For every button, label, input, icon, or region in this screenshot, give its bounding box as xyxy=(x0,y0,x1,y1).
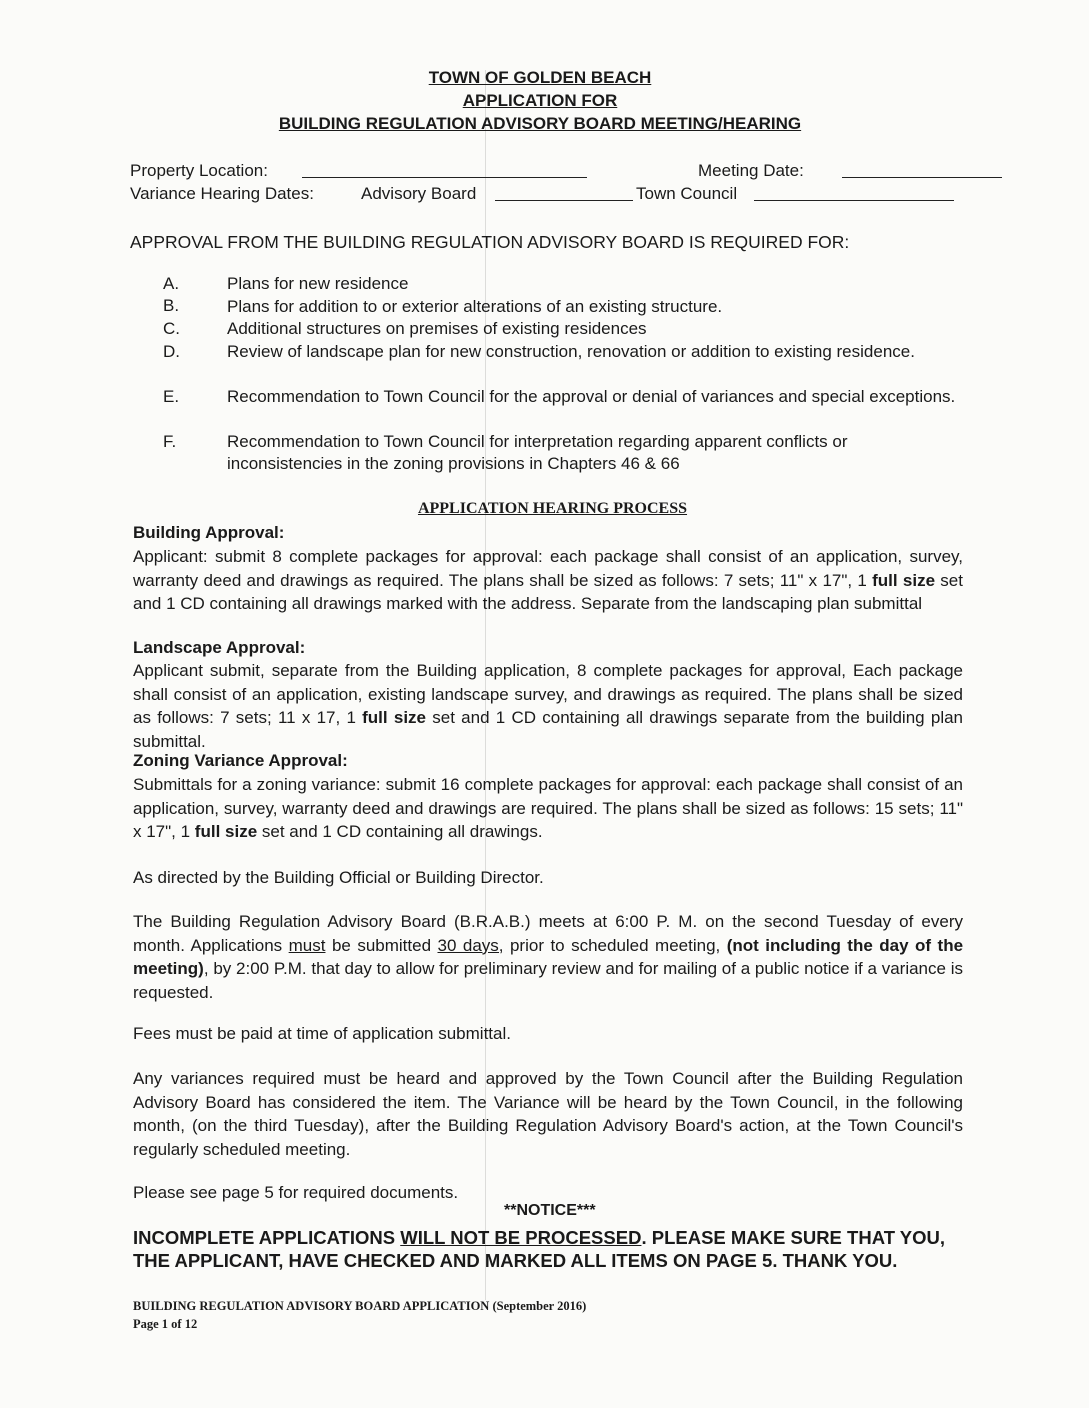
zoning-variance-heading: Zoning Variance Approval: xyxy=(133,751,348,770)
footer-form-title: BUILDING REGULATION ADVISORY BOARD APPLICATION (September 2016) xyxy=(133,1299,587,1313)
header-town: TOWN OF GOLDEN BEACH xyxy=(428,68,652,87)
building-approval-heading: Building Approval: xyxy=(133,523,285,542)
list-item-letter: F. xyxy=(163,432,177,451)
zoning-variance-text: Submittals for a zoning variance: submit 16 complete packages for approval: each package shall consist of an application, survey, warranty deed and drawings are required. The plans shall be sized as follows: 15 sets; 11" x 17", 1 full size set and 1 CD containing all drawings. xyxy=(133,775,963,841)
directed-text: As directed by the Building Official or Building Director. xyxy=(133,868,544,887)
list-item-text: Recommendation to Town Council for interpretation regarding apparent conflicts or inconsistencies in the zoning provisions in Chapters 46 & 66 xyxy=(227,432,848,473)
fees-text: Fees must be paid at time of application submittal. xyxy=(133,1024,511,1043)
property-location-label: Property Location: xyxy=(130,161,268,180)
list-item-letter: C. xyxy=(163,319,180,338)
town-council-date-field[interactable] xyxy=(754,186,954,206)
process-heading: APPLICATION HEARING PROCESS xyxy=(417,500,688,517)
list-item-letter: E. xyxy=(163,387,180,406)
list-item-text: Plans for new residence xyxy=(227,274,409,293)
list-item-text: Additional structures on premises of existing residences xyxy=(227,319,647,338)
list-item-letter: A. xyxy=(163,274,180,293)
footer-page-number: Page 1 of 12 xyxy=(133,1317,198,1331)
notice-text: INCOMPLETE APPLICATIONS WILL NOT BE PROCESSED. PLEASE MAKE SURE THAT YOU, THE APPLICANT, HAVE CHECKED AND MARKED ALL ITEMS ON PAGE 5. THANK YOU. xyxy=(133,1227,946,1271)
property-location-field[interactable] xyxy=(302,163,587,183)
header-title: BUILDING REGULATION ADVISORY BOARD MEETING/HEARING xyxy=(278,114,802,133)
building-approval-text: Applicant: submit 8 complete packages for approval: each package shall consist of an application, survey, warranty deed and drawings as required. The plans shall be sized as follows: 7 sets; 11" x 17", 1 full size set and 1 CD containing all drawings marked with the address. Separate from the landscaping plan submittal xyxy=(133,547,963,613)
notice-label: **NOTICE*** xyxy=(504,1202,596,1219)
header-application-for: APPLICATION FOR xyxy=(462,91,618,110)
landscape-approval-text: Applicant submit, separate from the Building application, 8 complete packages for approval, Each package shall consist of an application, existing landscape survey, and drawings as required. The plans shall be sized as follows: 7 sets; 11 x 17, 1 full size set and 1 CD containing all drawings separate from the building plan submittal. xyxy=(133,661,964,751)
list-item-text: Plans for addition to or exterior alterations of an existing structure. xyxy=(227,297,723,316)
see-page-text: Please see page 5 for required documents. xyxy=(133,1183,459,1202)
town-council-label: Town Council xyxy=(636,184,738,203)
brab-paragraph: The Building Regulation Advisory Board (B.R.A.B.) meets at 6:00 P. M. on the second Tuesday of every month. Applications must be submitted 30 days, prior to scheduled meeting, (not including the day of the meeting), by 2:00 P.M. that day to allow for preliminary review and for mailing of a public notice if a variance is requested. xyxy=(133,912,964,1002)
variances-paragraph: Any variances required must be heard and approved by the Town Council after the Building Regulation Advisory Board has considered the item. The Variance will be heard by the Town Council, in the following month, (on the third Tuesday), after the Building Regulation Advisory Board's action, at the Town Council's regularly scheduled meeting. xyxy=(133,1069,963,1159)
list-item-letter: D. xyxy=(163,342,180,361)
landscape-approval-heading: Landscape Approval: xyxy=(133,638,306,657)
meeting-date-label: Meeting Date: xyxy=(698,161,804,180)
approval-heading: APPROVAL FROM THE BUILDING REGULATION ADVISORY BOARD IS REQUIRED FOR: xyxy=(130,232,850,252)
meeting-date-field[interactable] xyxy=(842,163,1002,183)
list-item-letter: B. xyxy=(163,296,180,315)
variance-hearing-dates-label: Variance Hearing Dates: xyxy=(130,184,314,203)
list-item-text: Review of landscape plan for new construction, renovation or addition to existing residence. xyxy=(227,342,915,361)
list-item-text: Recommendation to Town Council for the approval or denial of variances and special exceptions. xyxy=(227,387,956,406)
advisory-board-date-field[interactable] xyxy=(495,186,633,206)
advisory-board-label: Advisory Board xyxy=(361,184,477,203)
